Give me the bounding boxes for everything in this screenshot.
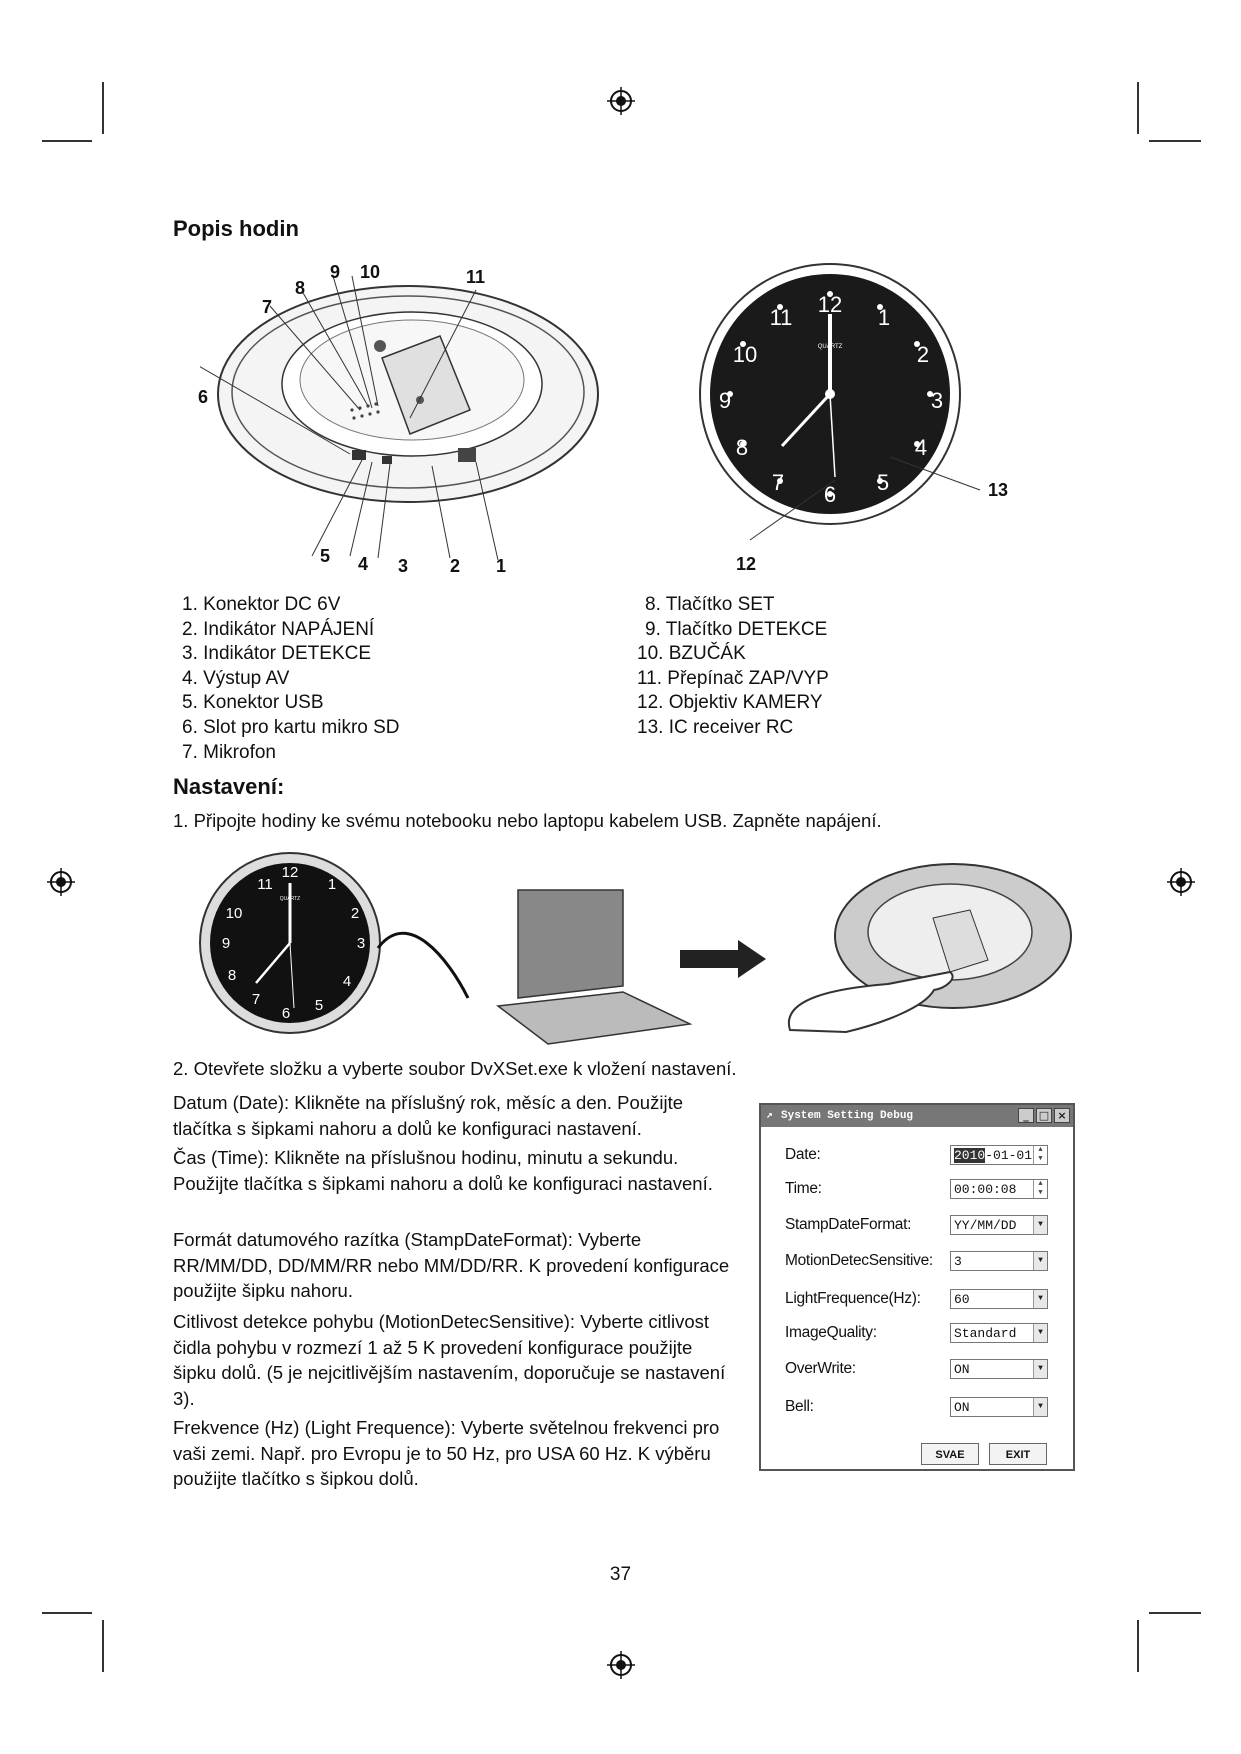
svg-text:12: 12 — [817, 292, 843, 317]
svg-text:10: 10 — [225, 905, 243, 922]
callout-12: 12 — [736, 554, 757, 574]
svg-text:11: 11 — [257, 876, 273, 893]
svg-text:4: 4 — [914, 435, 928, 460]
overwrite-select[interactable]: ON ▼ — [950, 1359, 1048, 1379]
svg-text:9: 9 — [221, 935, 231, 952]
spin-arrows-icon[interactable]: ▲ ▼ — [1033, 1180, 1047, 1198]
system-setting-dialog — [759, 1103, 1075, 1471]
crop-mark — [1137, 1620, 1139, 1672]
legend-item: 3. Indikátor DETEKCE — [182, 643, 372, 665]
maximize-icon[interactable]: □ — [1036, 1108, 1052, 1123]
motion-sensitivity-row — [761, 1247, 1073, 1277]
registration-mark-icon — [1166, 867, 1196, 897]
close-icon[interactable]: × — [1054, 1108, 1070, 1123]
exit-button[interactable]: EXIT — [989, 1443, 1047, 1465]
legend-item: 7. Mikrofon — [182, 741, 276, 763]
dialog-title: System Setting Debug — [781, 1110, 914, 1122]
dropdown-arrow-icon[interactable]: ▼ — [1033, 1324, 1047, 1342]
overwrite-label: OverWrite: — [785, 1360, 856, 1377]
svg-text:3: 3 — [930, 388, 944, 413]
section-heading-description: Popis hodin — [173, 216, 299, 241]
callout-6: 6 — [198, 387, 209, 407]
image-quality-select[interactable]: Standard ▼ — [950, 1323, 1048, 1343]
callout-2: 2 — [450, 556, 461, 576]
crop-mark — [102, 1620, 104, 1672]
image-quality-label: ImageQuality: — [785, 1324, 877, 1341]
clock-callout-lines — [740, 455, 990, 565]
dropdown-arrow-icon[interactable]: ▼ — [1033, 1360, 1047, 1378]
crop-mark — [42, 1612, 92, 1614]
legend-item: 8. Tlačítko SET — [645, 594, 775, 615]
time-input[interactable]: 00:00:08 ▲ ▼ — [950, 1179, 1048, 1199]
dialog-titlebar[interactable] — [761, 1105, 1073, 1127]
svg-text:5: 5 — [876, 470, 890, 495]
app-icon: ↗ — [766, 1110, 773, 1122]
section-heading-settings: Nastavení: — [173, 774, 285, 799]
svg-text:3: 3 — [356, 935, 366, 952]
legend-item: 9. Tlačítko DETEKCE — [645, 618, 828, 640]
svg-text:8: 8 — [227, 967, 237, 984]
legend-item: 6. Slot pro kartu mikro SD — [182, 716, 400, 738]
light-frequence-label: LightFrequence(Hz): — [785, 1290, 921, 1307]
svg-text:7: 7 — [251, 991, 261, 1008]
callout-13: 13 — [988, 480, 1009, 500]
crop-mark — [102, 82, 104, 134]
legend-item: 12. Objektiv KAMERY — [637, 692, 823, 714]
callout-3: 3 — [398, 556, 409, 576]
bell-label: Bell: — [785, 1398, 814, 1415]
crop-mark — [1149, 140, 1201, 142]
stamp-date-format-label: StampDateFormat: — [785, 1216, 912, 1233]
svg-text:1: 1 — [327, 876, 337, 893]
time-label: Time: — [785, 1180, 822, 1197]
legend-right — [637, 593, 829, 741]
legend-item: 13. IC receiver RC — [637, 716, 794, 738]
light-frequence-row — [761, 1285, 1073, 1315]
paragraph-date: Datum (Date): Klikněte na příslušný rok, měsíc a den. Použijte tlačítka s šipkami nahoru a dolů ke konfiguraci nastavení. — [173, 1092, 683, 1139]
overwrite-row — [761, 1355, 1073, 1385]
svg-text:6: 6 — [823, 482, 837, 507]
svg-text:9: 9 — [718, 388, 732, 413]
svg-text:11: 11 — [769, 305, 793, 330]
legend-item: 5. Konektor USB — [182, 692, 324, 714]
stamp-date-format-row — [761, 1211, 1073, 1241]
usb-connection-illustration — [198, 848, 1078, 1048]
step-1-text: 1. Připojte hodiny ke svému notebooku nebo laptopu kabelem USB. Zapněte napájení. — [173, 810, 882, 831]
motion-sensitivity-select[interactable]: 3 ▼ — [950, 1251, 1048, 1271]
date-input[interactable]: 2010-01-01 ▲ ▼ — [950, 1145, 1048, 1165]
save-button[interactable]: SVAE — [921, 1443, 979, 1465]
svg-text:12: 12 — [281, 864, 299, 881]
bell-select[interactable]: ON ▼ — [950, 1397, 1048, 1417]
spin-arrows-icon[interactable]: ▲ ▼ — [1033, 1146, 1047, 1164]
clock-back-diagram — [200, 258, 605, 578]
legend-item: 4. Výstup AV — [182, 667, 290, 689]
legend-item: 11. Přepínač ZAP/VYP — [637, 667, 829, 689]
light-frequence-select[interactable]: 60 ▼ — [950, 1289, 1048, 1309]
legend-left — [182, 593, 400, 765]
registration-mark-icon — [606, 86, 636, 116]
paragraph-light-frequency: Frekvence (Hz) (Light Frequence): Vyberte světelnou frekvenci pro vaši zemi. Např. pro Evropu je to 50 Hz, pro USA 60 Hz. K výběru použijte tlačítko s šipkou dolů. — [173, 1417, 720, 1489]
svg-text:6: 6 — [281, 1005, 291, 1022]
crop-mark — [1137, 82, 1139, 134]
stamp-date-format-select[interactable]: YY/MM/DD ▼ — [950, 1215, 1048, 1235]
minimize-icon[interactable]: _ — [1018, 1108, 1034, 1123]
paragraph-motion-sensitivity: Citlivost detekce pohybu (MotionDetecSensitive): Vyberte citlivost čidla pohybu v rozmezí 1 až 5 K provedení konfigurace použijte šipku dolů. (5 je nejcitlivějším nastavením, doporučuje se nastavení 3). — [173, 1311, 726, 1409]
page-number: 37 — [609, 1564, 632, 1585]
svg-text:8: 8 — [735, 435, 749, 460]
time-row — [761, 1175, 1073, 1205]
svg-text:2: 2 — [916, 342, 930, 367]
svg-text:QUARTZ: QUARTZ — [279, 896, 301, 902]
paragraph-time: Čas (Time): Klikněte na příslušnou hodinu, minutu a sekundu. Použijte tlačítka s šipkami nahoru a dolů ke konfiguraci nastavení. — [173, 1147, 713, 1194]
crop-mark — [42, 140, 92, 142]
step-2-text: 2. Otevřete složku a vyberte soubor DvXSet.exe k vložení nastavení. — [173, 1058, 737, 1079]
paragraph-stamp-format: Formát datumového razítka (StampDateFormat): Vyberte RR/MM/DD, DD/MM/RR nebo MM/DD/RR. K provedení konfigurace použijte šipku nahoru. — [173, 1229, 730, 1301]
svg-text:4: 4 — [342, 973, 352, 990]
dropdown-arrow-icon[interactable]: ▼ — [1033, 1398, 1047, 1416]
callout-7: 7 — [262, 297, 273, 317]
callout-8: 8 — [295, 278, 306, 298]
date-label: Date: — [785, 1146, 821, 1163]
date-row — [761, 1141, 1073, 1171]
dropdown-arrow-icon[interactable]: ▼ — [1033, 1216, 1047, 1234]
registration-mark-icon — [46, 867, 76, 897]
svg-text:7: 7 — [771, 470, 785, 495]
dropdown-arrow-icon[interactable]: ▼ — [1033, 1290, 1047, 1308]
svg-text:10: 10 — [732, 342, 758, 367]
svg-text:2: 2 — [350, 905, 360, 922]
legend-item: 10. BZUČÁK — [637, 643, 746, 665]
callout-1: 1 — [496, 556, 507, 576]
registration-mark-icon — [606, 1650, 636, 1680]
bell-row — [761, 1393, 1073, 1423]
callout-10: 10 — [360, 262, 381, 282]
legend-item: 1. Konektor DC 6V — [182, 594, 341, 615]
callout-5: 5 — [320, 546, 331, 566]
legend-item: 2. Indikátor NAPÁJENÍ — [182, 618, 375, 640]
svg-text:1: 1 — [877, 305, 891, 330]
callout-9: 9 — [330, 262, 341, 282]
motion-sensitivity-label: MotionDetecSensitive: — [785, 1252, 933, 1269]
image-quality-row — [761, 1319, 1073, 1349]
clock-brand: QUARTZ — [817, 344, 843, 350]
dropdown-arrow-icon[interactable]: ▼ — [1033, 1252, 1047, 1270]
callout-11: 11 — [466, 267, 486, 287]
svg-text:5: 5 — [314, 997, 324, 1014]
callout-4: 4 — [358, 554, 369, 574]
crop-mark — [1149, 1612, 1201, 1614]
